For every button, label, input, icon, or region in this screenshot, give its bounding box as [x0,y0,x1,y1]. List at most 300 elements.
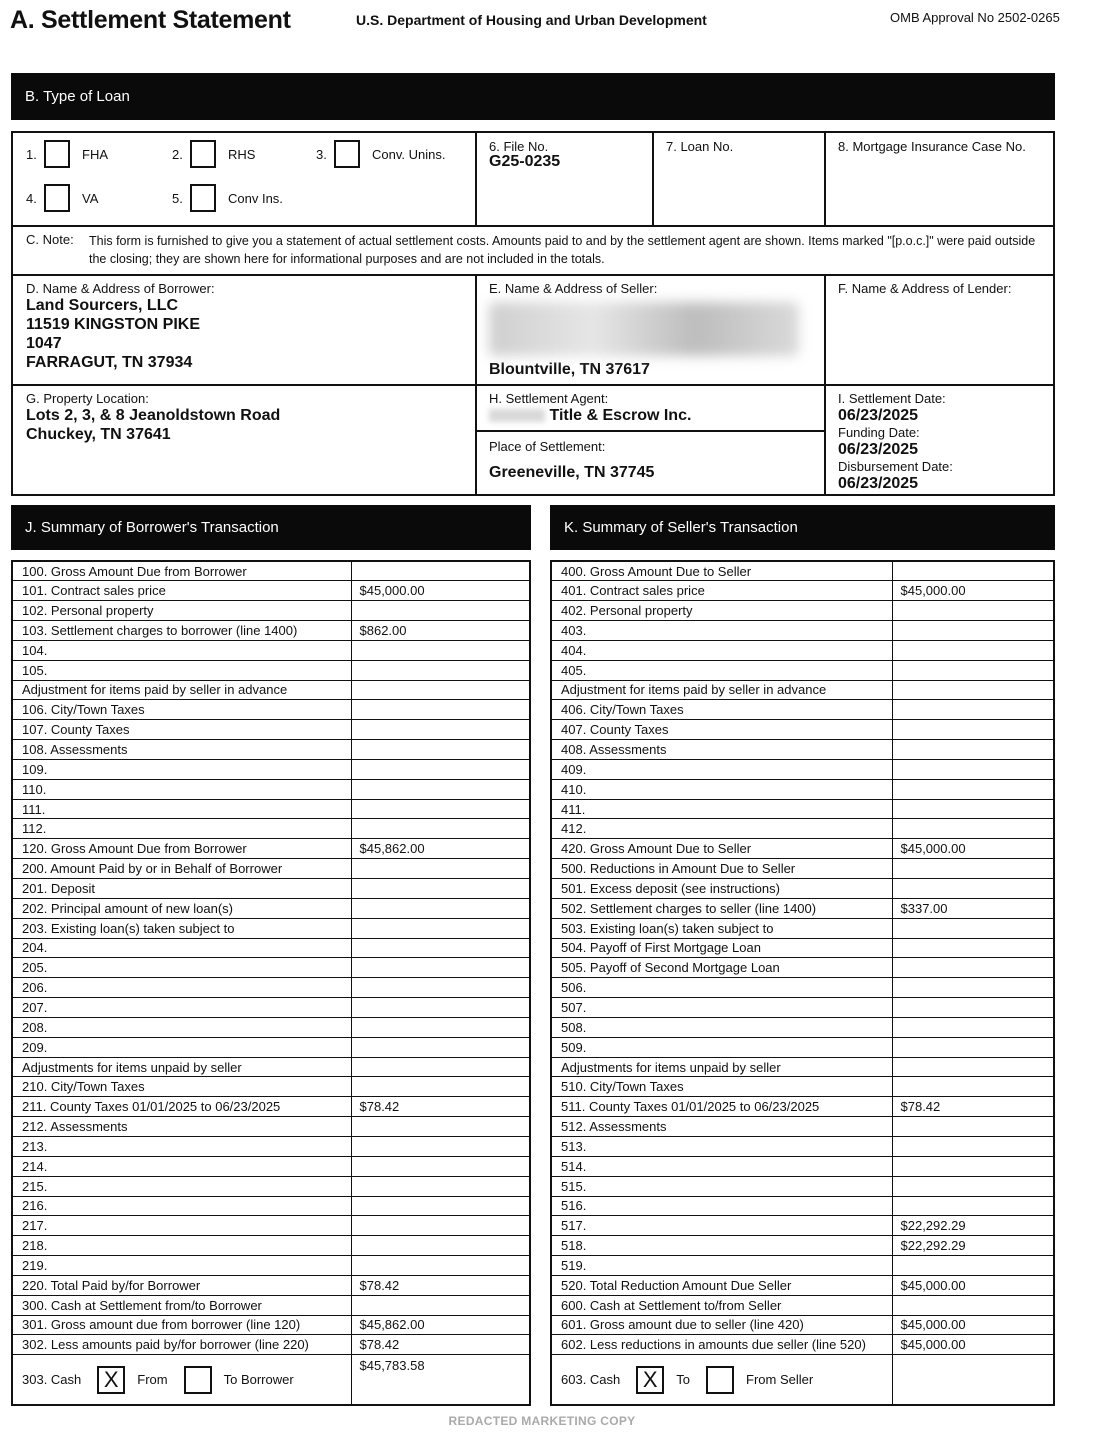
line-item-amount [892,1117,1054,1137]
table-row [551,799,1054,819]
line-item-amount: $78.42 [351,1275,530,1295]
line-item-label: 520. Total Reduction Amount Due Seller [551,1275,892,1295]
line-item-label: 104. [12,640,351,660]
line-item-amount [351,879,530,899]
line-item-amount: $45,000.00 [892,1335,1054,1355]
line-item-amount [892,1176,1054,1196]
line-item-label: 406. City/Town Taxes [551,700,892,720]
line-item-label: 511. County Taxes 01/01/2025 to 06/23/2025 [551,1097,892,1117]
place-of-settlement-block [489,439,654,482]
note-label: C. Note: [26,232,74,247]
option-label: FHA [82,147,108,162]
line-item-amount [351,1196,530,1216]
seller-redacted [489,302,799,356]
table-row [551,1216,1054,1236]
table-row [551,1295,1054,1315]
cash-from-seller-label: From Seller [746,1372,814,1387]
settlement-agent-block [489,391,691,425]
line-item-label: 409. [551,759,892,779]
line-item-amount [892,918,1054,938]
line-item-amount [351,759,530,779]
option-number: 1. [26,147,37,162]
line-item-label: 102. Personal property [12,601,351,621]
line-item-amount [892,700,1054,720]
line-item-label: 302. Less amounts paid by/for borrower (line 220) [12,1335,351,1355]
line-item-amount [351,978,530,998]
line-item-amount [351,799,530,819]
line-item-amount [892,859,1054,879]
seller-block [489,281,799,379]
line-item-amount [351,898,530,918]
line-item-amount [351,918,530,938]
table-row [12,1097,530,1117]
line-item-label: 106. City/Town Taxes [12,700,351,720]
table-row [12,819,530,839]
table-row [12,1196,530,1216]
table-row [12,1275,530,1295]
line-item-label: 516. [551,1196,892,1216]
line-item-amount [351,1156,530,1176]
line-item-label: 519. [551,1256,892,1276]
dates-block [838,391,953,493]
line-item-label: 109. [12,759,351,779]
funding-date-label: Funding Date: [838,425,920,440]
line-item-amount: $45,862.00 [351,1315,530,1335]
table-row [551,1136,1054,1156]
fha-checkbox[interactable] [44,140,70,168]
line-item-label: 209. [12,1037,351,1057]
property-block [26,391,280,444]
line-item-amount [892,759,1054,779]
borrower-address: 11519 KINGSTON PIKE [26,316,200,333]
option-label: Conv Ins. [228,191,283,206]
line-item-label: 204. [12,938,351,958]
line-item-amount: $862.00 [351,621,530,641]
borrower-block [26,281,215,372]
line-item-amount [892,601,1054,621]
table-row [551,1256,1054,1276]
line-item-amount [892,779,1054,799]
loan-details-box [11,131,1055,496]
line-item-amount [351,819,530,839]
table-row [12,1136,530,1156]
table-row [12,740,530,760]
line-item-label: 218. [12,1236,351,1256]
line-item-label: 501. Excess deposit (see instructions) [551,879,892,899]
line-item-amount [351,779,530,799]
property-location-label: G. Property Location: [26,391,149,406]
table-row [12,918,530,938]
cash-to-checkbox[interactable]: X [636,1366,664,1394]
line-item-amount [892,1037,1054,1057]
seller-summary-heading: K. Summary of Seller's Transaction [550,505,1055,550]
line-item-amount [351,1216,530,1236]
funding-date-value: 06/23/2025 [838,441,919,458]
line-item-amount [351,680,530,700]
line-item-label: 202. Principal amount of new loan(s) [12,898,351,918]
seller-summary-table [550,560,1055,1406]
line-item-amount [351,859,530,879]
line-item-amount: $337.00 [892,898,1054,918]
borrower-summary-table [11,560,531,1406]
table-row [12,1176,530,1196]
line-item-amount [351,700,530,720]
line-item-amount [892,1156,1054,1176]
line-item-label: 206. [12,978,351,998]
line-item-amount [351,660,530,680]
line-item-amount [892,640,1054,660]
line-item-label: 400. Gross Amount Due to Seller [551,561,892,581]
line-item-label: Adjustment for items paid by seller in advance [12,680,351,700]
table-row [551,859,1054,879]
line-item-label: 502. Settlement charges to seller (line 1400) [551,898,892,918]
line-item-label: 100. Gross Amount Due from Borrower [12,561,351,581]
line-item-label: 601. Gross amount due to seller (line 420) [551,1315,892,1335]
line-item-amount: $45,000.00 [892,839,1054,859]
line-item-label: 513. [551,1136,892,1156]
table-row [551,938,1054,958]
line-item-label: 600. Cash at Settlement to/from Seller [551,1295,892,1315]
seller-city: Blountville, TN 37617 [489,361,650,378]
cash-from-checkbox[interactable]: X [97,1366,125,1394]
line-item-amount [351,640,530,660]
line-item-label: 214. [12,1156,351,1176]
line-item-label: 211. County Taxes 01/01/2025 to 06/23/2025 [12,1097,351,1117]
line-item-amount [892,799,1054,819]
cash-from-label: From [137,1372,168,1387]
line-item-label: 514. [551,1156,892,1176]
table-row [551,779,1054,799]
cash-line [551,1355,892,1405]
note-text: This form is furnished to give you a statement of actual settlement costs. Amounts paid to and by the settlement agent are shown. Items marked "[p.o.c.]" were paid outside the closing; they are shown here for informational purposes and are not included in the totals. [89,234,1036,266]
table-row [551,581,1054,601]
line-item-label: 402. Personal property [551,601,892,621]
option-label: RHS [228,147,256,162]
form-title: A. Settlement Statement [10,6,291,34]
line-item-label: 219. [12,1256,351,1276]
table-row [551,1335,1054,1355]
line-item-amount [892,660,1054,680]
cash-to-borrower-label: To Borrower [223,1372,294,1387]
table-row [551,1315,1054,1335]
line-item-label: 105. [12,660,351,680]
agent-redacted [489,409,545,422]
table-row [551,561,1054,581]
table-row [551,660,1054,680]
table-row [551,1057,1054,1077]
option-number: 2. [172,147,183,162]
table-row [12,779,530,799]
table-row [12,680,530,700]
line-item-amount [351,1176,530,1196]
table-row [551,601,1054,621]
table-row [551,1077,1054,1097]
table-row [12,1037,530,1057]
line-item-label: 504. Payoff of First Mortgage Loan [551,938,892,958]
table-row [551,720,1054,740]
table-row [12,1077,530,1097]
line-item-amount [892,938,1054,958]
table-row [12,640,530,660]
option-number: 3. [316,147,327,162]
table-row [551,879,1054,899]
line-item-amount [892,879,1054,899]
table-row [12,1295,530,1315]
line-item-amount: $45,000.00 [351,581,530,601]
table-row [551,621,1054,641]
line-item-amount [351,938,530,958]
property-location-line: Chuckey, TN 37641 [26,426,171,443]
option-label: VA [82,191,99,206]
line-item-label: 420. Gross Amount Due to Seller [551,839,892,859]
line-item-amount [351,1256,530,1276]
settlement-date-label: I. Settlement Date: [838,391,946,406]
line-item-label: 407. County Taxes [551,720,892,740]
table-row [12,839,530,859]
line-item-label: Adjustment for items paid by seller in advance [551,680,892,700]
conv-ins-checkbox[interactable] [190,184,216,212]
line-item-label: 300. Cash at Settlement from/to Borrower [12,1295,351,1315]
line-item-label: 120. Gross Amount Due from Borrower [12,839,351,859]
line-item-amount [351,1295,530,1315]
line-item-label: 509. [551,1037,892,1057]
option-number: 5. [172,191,183,206]
line-item-amount: $45,000.00 [892,1275,1054,1295]
rhs-checkbox[interactable] [190,140,216,168]
loan-type-heading: B. Type of Loan [11,73,1055,120]
table-row [12,1216,530,1236]
line-item-label: 207. [12,998,351,1018]
table-row [551,640,1054,660]
line-item-amount [892,998,1054,1018]
line-item-label: 403. [551,621,892,641]
table-row [551,1275,1054,1295]
line-item-label: 503. Existing loan(s) taken subject to [551,918,892,938]
line-item-amount [351,998,530,1018]
table-row [551,680,1054,700]
borrower-name: Land Sourcers, LLC [26,297,179,314]
line-item-label: 205. [12,958,351,978]
line-item-amount: $45,000.00 [892,581,1054,601]
place-of-settlement-value: Greeneville, TN 37745 [489,464,655,481]
line-item-amount [892,621,1054,641]
disbursement-date-value: 06/23/2025 [838,475,919,492]
line-item-label: 512. Assessments [551,1117,892,1137]
line-item-amount [351,1236,530,1256]
table-row [12,1236,530,1256]
table-row [12,700,530,720]
table-row [551,1117,1054,1137]
table-row [551,978,1054,998]
cash-from-seller-checkbox[interactable] [706,1366,734,1394]
line-item-label: 217. [12,1216,351,1236]
line-item-amount [351,1037,530,1057]
table-row [551,898,1054,918]
line-item-label: 510. City/Town Taxes [551,1077,892,1097]
va-checkbox[interactable] [44,184,70,212]
table-row [12,561,530,581]
line-item-amount: $22,292.29 [892,1216,1054,1236]
line-item-label: 518. [551,1236,892,1256]
department-name: U.S. Department of Housing and Urban Development [356,12,707,28]
table-row [551,1156,1054,1176]
conv-unins-checkbox[interactable] [334,140,360,168]
table-row [12,998,530,1018]
disbursement-date-label: Disbursement Date: [838,459,953,474]
table-row [551,759,1054,779]
line-item-amount: $78.42 [892,1097,1054,1117]
table-row [12,1017,530,1037]
table-row [551,918,1054,938]
line-item-label: Adjustments for items unpaid by seller [551,1057,892,1077]
settlement-agent-name: Title & Escrow Inc. [549,407,692,424]
table-row [551,998,1054,1018]
table-row [12,581,530,601]
line-item-amount [892,1256,1054,1276]
line-item-label: 411. [551,799,892,819]
line-item-label: 215. [12,1176,351,1196]
line-item-label: 200. Amount Paid by or in Behalf of Borrower [12,859,351,879]
line-item-amount [892,819,1054,839]
line-item-label: 408. Assessments [551,740,892,760]
table-row [12,978,530,998]
table-row [551,1017,1054,1037]
line-item-label: 515. [551,1176,892,1196]
option-number: 4. [26,191,37,206]
line-item-label: 112. [12,819,351,839]
file-number-value: G25-0235 [489,153,561,170]
line-item-amount [351,1057,530,1077]
line-item-label: 203. Existing loan(s) taken subject to [12,918,351,938]
mortgage-case-label: 8. Mortgage Insurance Case No. [838,139,1026,154]
table-row [551,1176,1054,1196]
line-item-label: 507. [551,998,892,1018]
loan-number-label: 7. Loan No. [666,139,734,154]
file-number-field [489,139,560,171]
cash-to-borrower-checkbox[interactable] [184,1366,212,1394]
line-item-amount [351,958,530,978]
lender-label: F. Name & Address of Lender: [838,281,1012,296]
line-item-amount [892,740,1054,760]
table-row [12,898,530,918]
line-item-label: 213. [12,1136,351,1156]
line-item-amount: $78.42 [351,1097,530,1117]
table-row [12,1156,530,1176]
line-item-amount [351,720,530,740]
borrower-summary-heading: J. Summary of Borrower's Transaction [11,505,531,550]
line-item-label: 401. Contract sales price [551,581,892,601]
table-row [551,1236,1054,1256]
file-number-label: 6. File No. [489,139,549,154]
table-row [12,1335,530,1355]
table-row [12,938,530,958]
table-row [12,1315,530,1335]
place-of-settlement-label: Place of Settlement: [489,439,606,454]
line-item-label: 110. [12,779,351,799]
line-item-amount [351,1017,530,1037]
table-row [551,839,1054,859]
table-row [12,879,530,899]
line-item-amount [892,1136,1054,1156]
table-row [12,601,530,621]
line-item-label: 107. County Taxes [12,720,351,740]
line-item-amount [351,740,530,760]
line-item-amount: $22,292.29 [892,1236,1054,1256]
line-item-amount [892,1077,1054,1097]
line-item-label: 505. Payoff of Second Mortgage Loan [551,958,892,978]
omb-approval: OMB Approval No 2502-0265 [890,10,1060,25]
line-item-label: 101. Contract sales price [12,581,351,601]
line-item-amount: $78.42 [351,1335,530,1355]
table-row [551,1037,1054,1057]
line-item-label: 220. Total Paid by/for Borrower [12,1275,351,1295]
table-row [12,621,530,641]
table-row [551,1355,1054,1405]
settlement-agent-label: H. Settlement Agent: [489,391,609,406]
table-row [551,1097,1054,1117]
property-location-line: Lots 2, 3, & 8 Jeanoldstown Road [26,407,281,424]
seller-label: E. Name & Address of Seller: [489,281,658,296]
line-item-amount [351,601,530,621]
table-row [12,859,530,879]
borrower-address: 1047 [26,335,62,352]
line-item-label: 216. [12,1196,351,1216]
line-item-label: 301. Gross amount due from borrower (line 120) [12,1315,351,1335]
line-item-amount [892,978,1054,998]
table-row [12,1117,530,1137]
line-item-label: 500. Reductions in Amount Due to Seller [551,859,892,879]
table-row [12,799,530,819]
cash-line [12,1355,351,1405]
table-row [551,700,1054,720]
line-item-amount [892,958,1054,978]
line-item-amount [351,1136,530,1156]
settlement-date-value: 06/23/2025 [838,407,919,424]
redacted-watermark: REDACTED MARKETING COPY [448,1414,636,1428]
line-item-amount [892,1057,1054,1077]
line-item-amount [351,1077,530,1097]
line-item-label: 517. [551,1216,892,1236]
line-item-label: 103. Settlement charges to borrower (line 1400) [12,621,351,641]
line-item-amount [892,1295,1054,1315]
cash-to-label: To [676,1372,690,1387]
borrower-city: FARRAGUT, TN 37934 [26,354,193,371]
line-item-label: 412. [551,819,892,839]
table-row [12,958,530,978]
line-item-label: Adjustments for items unpaid by seller [12,1057,351,1077]
line-item-label: 210. City/Town Taxes [12,1077,351,1097]
table-row [12,759,530,779]
borrower-label: D. Name & Address of Borrower: [26,281,215,296]
line-item-label: 111. [12,799,351,819]
line-item-label: 201. Deposit [12,879,351,899]
line-item-label: 506. [551,978,892,998]
cash-amount [892,1355,1054,1405]
table-row [12,660,530,680]
line-item-amount [892,1017,1054,1037]
line-item-label: 602. Less reductions in amounts due seller (line 520) [551,1335,892,1355]
line-item-amount [351,561,530,581]
line-item-label: 405. [551,660,892,680]
line-item-amount [892,1196,1054,1216]
line-item-amount [892,561,1054,581]
table-row [12,1057,530,1077]
line-item-label: 410. [551,779,892,799]
line-item-label: 404. [551,640,892,660]
line-item-amount [892,680,1054,700]
cash-label: 603. Cash [561,1372,621,1387]
line-item-label: 508. [551,1017,892,1037]
